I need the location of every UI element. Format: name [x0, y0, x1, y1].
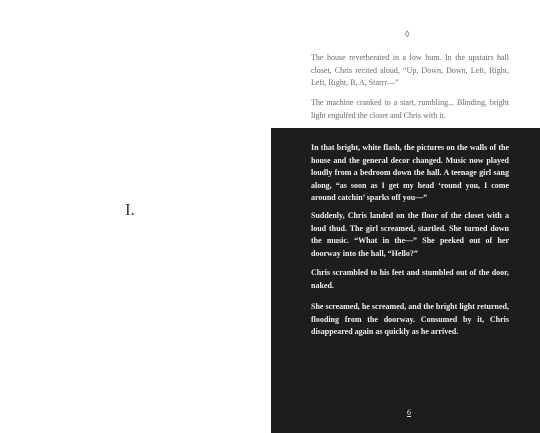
paragraph-naked: Chris scrambled to his feet and stumbled out of the door, naked. — [311, 268, 509, 290]
paragraph-machine: The machine cranked to a start, rumbling... Blinding, bright light engulfed the closet and Chris with it. — [311, 98, 509, 120]
right-page-top — [271, 0, 540, 128]
paragraph-disappear: She screamed, he screamed, and the bright light returned, flooding from the doorway. Consumed by it, Chris disappeared again as quickly as he arrived. — [311, 302, 509, 337]
paragraph-flash: In that bright, white flash, the pictures on the walls of the house and the general decor changed. Music now played loudly from a bedroom down the hall. A teenage girl sang along, “as soon as I get my head ‘round you, I come around catchin’ sparks off you—” — [311, 143, 509, 203]
paragraph-recital: The house reverberated in a low hum. In the upstairs hall closet, Chris recited aloud, “Up, Down, Down, Left, Right, Left, Right, B, A, Starrr—” — [311, 53, 509, 87]
chapter-numeral: I. — [125, 200, 135, 219]
diamond-ornament-icon: ◊ — [405, 29, 410, 39]
page-number: 6 — [407, 408, 411, 417]
dark-text-panel — [271, 128, 540, 433]
paragraph-landing: Suddenly, Chris landed on the floor of the closet with a loud thud. The girl screamed, startled. She turned down the music. “What in the—” She peeked out of her doorway into the hall, “Hello?” — [311, 211, 509, 258]
